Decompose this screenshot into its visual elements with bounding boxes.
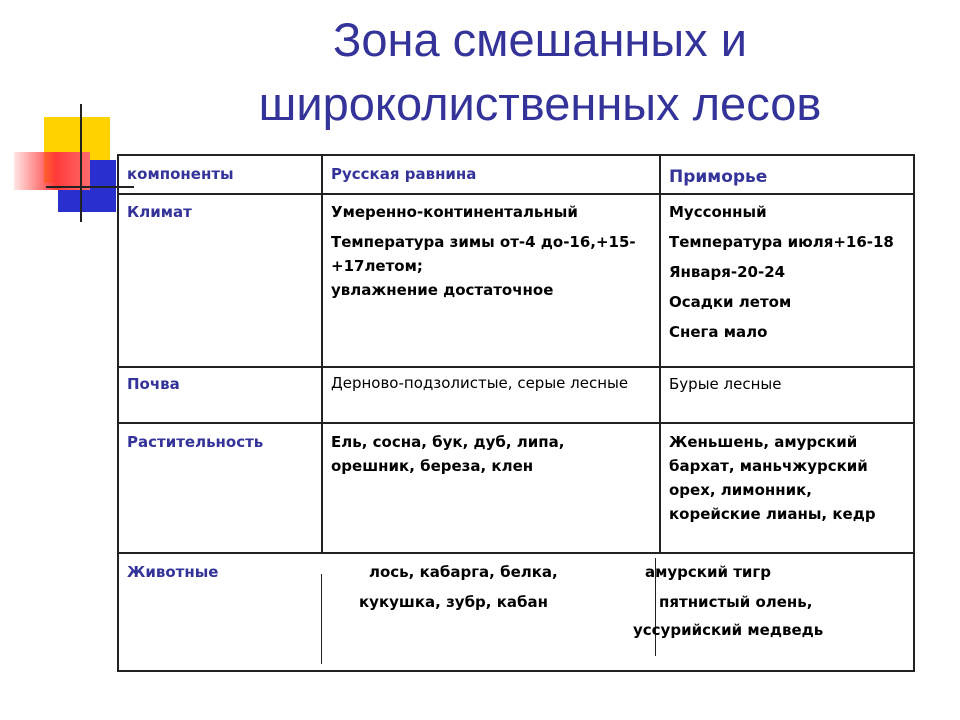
decor-red-bar [14,152,90,190]
column-divider [321,156,323,366]
climate-rp-line: увлажнение достаточное [331,281,554,299]
title-line-1: Зона смешанных и [333,13,747,66]
climate-rp-line: Температура зимы от-4 до-16,+15-+17летом; [331,233,636,275]
vegetation-primorye: Женьшень, амурский бархат, маньчжурский орех, лимонник, корейские лианы, кедр [669,433,876,523]
row-label-climate: Климат [127,203,192,221]
climate-pr-line: Снега мало [669,323,768,341]
row-label-soil: Почва [127,375,180,393]
animals-russian-plain-line: лось, кабарга, белка, [369,563,558,581]
animals-primorye-line: амурский тигр [645,563,771,581]
climate-pr-line: Января-20-24 [669,263,786,281]
animals-primorye-line: пятнистый олень, [659,593,813,611]
header-components: компоненты [127,165,234,183]
row-label-animals: Животные [127,563,219,581]
climate-pr-line: Муссонный [669,203,767,221]
row-divider [119,552,913,554]
animals-primorye-line: уссурийский медведь [633,621,824,639]
column-divider [321,574,322,664]
title-line-2: широколиственных лесов [258,77,822,130]
header-primorye: Приморье [669,167,768,187]
vegetation-russian-plain: Ель, сосна, бук, дуб, липа, орешник, береза, клен [331,433,565,475]
climate-pr-line: Осадки летом [669,293,792,311]
slide-title [150,8,930,136]
soil-russian-plain: Дерново-подзолистые, серые лесные [331,374,629,392]
climate-pr-line: Температура июля+16-18 [669,233,894,251]
climate-rp-line: Умеренно-континентальный [331,203,578,221]
decor-vertical-line [80,104,82,222]
comparison-table [117,154,915,672]
soil-primorye: Бурые лесные [669,375,782,393]
row-divider [119,193,913,195]
row-divider [119,422,913,424]
column-divider [659,156,661,552]
climate-russian-plain [331,200,649,302]
column-divider [321,368,323,552]
row-divider [119,366,913,368]
climate-primorye [669,200,909,344]
animals-russian-plain-line: кукушка, зубр, кабан [359,593,548,611]
row-label-vegetation: Растительность [127,433,264,451]
header-russian-plain: Русская равнина [331,165,477,183]
